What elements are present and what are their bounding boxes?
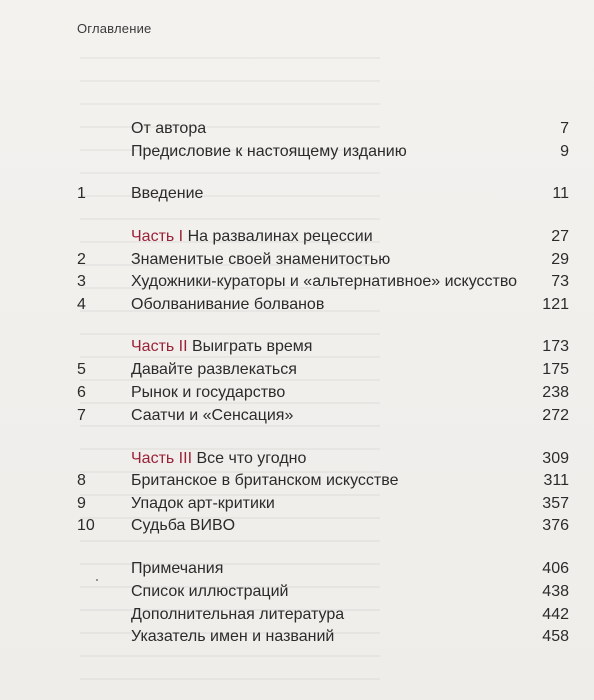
entry-title-text: Предисловие к настоящему изданию [131,143,407,160]
entry-title-text: Саатчи и «Сенсация» [131,407,294,424]
page-number: 442 [542,606,569,623]
entry-title-text: Оболванивание болванов [131,296,325,313]
entry-title [131,604,344,626]
entry-title-text: Указатель имен и названий [131,628,335,645]
entry-title [131,141,407,163]
chapter-number: 1 [77,185,86,202]
entry-title-text: Судьба BИBO [131,517,236,534]
page-number: 272 [542,407,569,424]
chapter-number: 8 [77,472,86,489]
entry-title-text: Упадок арт-критики [131,495,275,512]
chapter-number: 4 [77,296,86,313]
entry-title [131,183,203,205]
entry-title-text: Британское в британском искусстве [131,472,399,489]
toc-entry [0,382,594,404]
toc-entry [0,249,594,271]
page-number: 11 [552,185,569,202]
toc-entry [0,448,594,470]
page-number: 175 [542,361,569,378]
entry-title [131,581,288,603]
entry-title-text: Рынок и государство [131,384,286,401]
page-number: 357 [542,495,569,512]
chapter-number: 9 [77,495,86,512]
entry-title-text: Давайте развлекаться [131,361,297,378]
chapter-number: 2 [77,251,86,268]
entry-title-text: Примечания [131,560,224,577]
chapter-number: 3 [77,273,86,290]
toc-entry [0,604,594,626]
page-number: 309 [542,450,569,467]
toc-entry [0,493,594,515]
toc-entry [0,141,594,163]
page-number: 173 [542,338,569,355]
page-number: 121 [542,296,569,313]
entry-title [131,359,297,381]
toc-entry [0,558,594,580]
page-number: 311 [543,472,569,489]
entry-title-text: Художники-кураторы и «альтернативное» искусство [131,273,518,290]
page-number: 7 [560,120,569,137]
part-label: Часть I [131,228,184,245]
toc-entry [0,359,594,381]
entry-title [131,405,293,427]
entry-title [131,626,334,648]
print-speck [96,579,98,581]
entry-title [131,515,235,537]
page-number: 9 [560,143,569,160]
part-label: Часть III [131,450,193,467]
entry-title [131,493,275,515]
page-number: 73 [551,273,569,290]
toc-entry [0,294,594,316]
toc-entry [0,405,594,427]
page-number: 376 [542,517,569,534]
toc-entry [0,226,594,248]
entry-title-text: От автора [131,120,207,137]
page-number: 458 [542,628,569,645]
toc-entry [0,470,594,492]
toc-entry [0,271,594,293]
entry-title-text: На развалинах рецессии [183,228,373,245]
toc-entry [0,626,594,648]
chapter-number: 6 [77,384,86,401]
page-number: 438 [542,583,569,600]
toc-entry [0,336,594,358]
section-header: Оглавление [77,21,152,36]
page-number: 29 [551,251,569,268]
chapter-number: 7 [77,407,86,424]
entry-title [131,558,223,580]
toc-entry [0,118,594,140]
page-number: 406 [542,560,569,577]
part-label: Часть II [131,338,188,355]
entry-title [131,470,398,492]
chapter-number: 10 [77,517,95,534]
entry-title-text: Знаменитые своей знаменитостью [131,251,391,268]
entry-title [131,382,285,404]
page-number: 27 [551,228,569,245]
entry-title-text: Выиграть время [187,338,313,355]
entry-title-text: Список иллюстраций [131,583,289,600]
entry-title-text: Все что угодно [192,450,307,467]
entry-title [131,294,324,316]
entry-title-text: Дополнительная литература [131,606,345,623]
page-number: 238 [542,384,569,401]
chapter-number: 5 [77,361,86,378]
entry-title [131,226,373,248]
toc-entry [0,515,594,537]
toc-entry [0,183,594,205]
entry-title-text: Введение [131,185,204,202]
entry-title [131,249,390,271]
toc-entry [0,581,594,603]
entry-title [131,448,306,470]
entry-title [131,271,517,293]
entry-title [131,118,206,140]
entry-title [131,336,312,358]
